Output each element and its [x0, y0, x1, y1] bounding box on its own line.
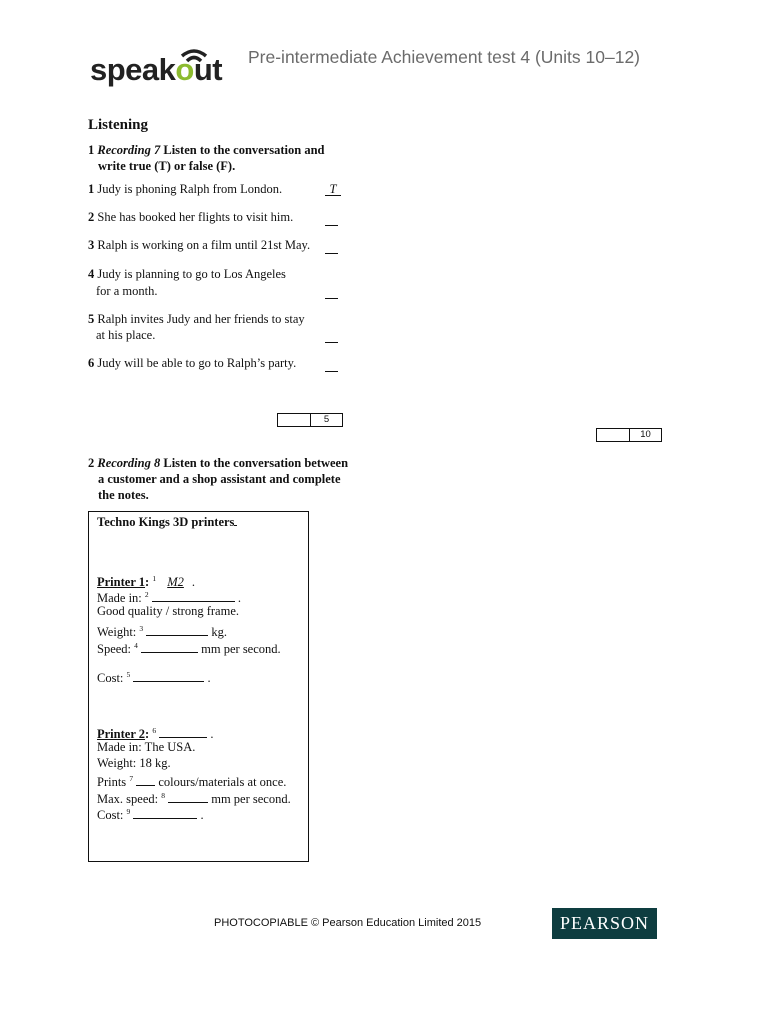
gap-number-5: 5: [126, 670, 131, 679]
item-text-cont: for a month.: [96, 284, 158, 298]
ex2-number: 2: [88, 456, 95, 470]
ex2-instr-line2: a customer and a shop assistant and complete: [98, 472, 341, 486]
item-text: Judy is phoning Ralph from London.: [94, 182, 283, 196]
gap-number-8: 8: [161, 791, 165, 800]
answer-field-2[interactable]: [325, 213, 338, 226]
gap-9-field[interactable]: [133, 808, 197, 819]
made-in-2-row: Made in: The USA.: [97, 740, 196, 754]
gap-6-field[interactable]: [159, 727, 207, 738]
ex1-item-1: [88, 182, 282, 197]
score-entry[interactable]: [597, 429, 630, 441]
ex1-item-6: [88, 356, 296, 371]
cost-2-label: Cost:: [97, 808, 127, 822]
item-text: Ralph invites Judy and her friends to stay: [94, 312, 305, 326]
colours-text: colours/materials at once.: [158, 775, 287, 789]
gap-8-field[interactable]: [168, 792, 208, 803]
prints-label: Prints: [97, 775, 130, 789]
quality-row: Good quality / strong frame.: [97, 604, 239, 618]
speed-unit: mm per second.: [211, 792, 291, 806]
logo-text-o: o: [175, 52, 194, 87]
speed-row: [97, 638, 281, 657]
answer-field-4[interactable]: [325, 286, 338, 299]
ex1-number: 1: [88, 143, 95, 157]
gap-number-4: 4: [134, 641, 138, 650]
item-text: Ralph is working on a film until 21st May.: [94, 238, 311, 252]
ex2-recording: Recording 8: [97, 456, 161, 470]
ex1-recording: Recording 7: [97, 143, 161, 157]
score-entry[interactable]: [278, 414, 311, 426]
logo-text-b: ut: [193, 52, 223, 87]
item-text: She has booked her flights to visit him.: [94, 210, 294, 224]
item-number: 3: [88, 238, 95, 252]
period: .: [200, 808, 204, 822]
gap-5-field[interactable]: [133, 671, 204, 682]
ex2-instr-line3: the notes.: [98, 488, 149, 502]
notes-title-text: Techno Kings 3D printers: [97, 515, 235, 529]
gap-number-3: 3: [139, 624, 144, 633]
printer2-label: Printer 2: [97, 727, 146, 741]
ex1-item-5: [88, 312, 305, 343]
weight-2-row: Weight: 18 kg.: [97, 756, 171, 770]
gap-2-field[interactable]: [152, 591, 235, 602]
max-speed-label: Max. speed:: [97, 792, 162, 806]
ex2-instr-line1: Listen to the conversation between: [160, 456, 349, 470]
logo-text-a: speak: [90, 52, 176, 87]
gap-number-6: 6: [152, 726, 157, 735]
title-underline: [234, 515, 237, 526]
score-total: 5: [323, 414, 330, 425]
answer-field-3[interactable]: [325, 241, 338, 254]
ex1-instr-line1: Listen to the conversation and: [160, 143, 325, 157]
pearson-logo: PEARSON: [552, 908, 657, 939]
gap-number-7: 7: [129, 774, 134, 783]
cost-1-label: Cost:: [97, 671, 127, 685]
ex1-score-box: [277, 413, 343, 427]
footer-copyright: PHOTOCOPIABLE © Pearson Education Limited 2015: [214, 917, 482, 929]
logo-wordmark: [90, 52, 222, 88]
cost-2-row: [97, 804, 204, 823]
printer2-colon: :: [145, 727, 150, 741]
kg-unit: kg.: [211, 625, 228, 639]
item-number: 4: [88, 267, 95, 281]
period: .: [237, 591, 242, 605]
answer-field-6[interactable]: [325, 359, 338, 372]
section-heading: Listening: [88, 117, 149, 133]
made-in-1-label: Made in:: [97, 591, 145, 605]
gap-number-1: 1: [152, 574, 157, 583]
period: .: [191, 575, 195, 589]
period: .: [207, 671, 211, 685]
gap-number-9: 9: [126, 807, 131, 816]
answer-field-1[interactable]: T: [325, 183, 341, 196]
printer1-label: Printer 1: [97, 575, 146, 589]
gap-1-answer[interactable]: M2: [167, 575, 184, 589]
ex1-instructions: [88, 142, 358, 174]
gap-7-field[interactable]: [136, 775, 155, 786]
ex1-item-2: [88, 210, 293, 225]
item-number: 6: [88, 356, 95, 370]
answer-field-5[interactable]: [325, 330, 338, 343]
period: .: [210, 727, 214, 741]
ex1-item-4: [88, 267, 286, 299]
gap-number-2: 2: [144, 590, 149, 599]
notes-title: [97, 514, 237, 530]
section-score-box: [596, 428, 662, 442]
score-total: 10: [640, 429, 651, 440]
test-title: Pre-intermediate Achievement test 4 (Units 10–12): [248, 47, 640, 67]
speed-label: Speed:: [97, 642, 135, 656]
speed-unit: mm per second.: [201, 642, 281, 656]
ex1-instr-line2: write true (T) or false (F).: [98, 159, 236, 173]
item-text: Judy is planning to go to Los Angeles: [94, 267, 286, 281]
ex2-instructions: [88, 455, 378, 503]
printer1-colon: :: [145, 575, 150, 589]
gap-4-field[interactable]: [141, 642, 198, 653]
item-number: 2: [88, 210, 95, 224]
item-text-cont: at his place.: [96, 328, 156, 342]
weight-1-label: Weight:: [97, 625, 140, 639]
item-text: Judy will be able to go to Ralph’s party.: [94, 356, 297, 370]
item-number: 5: [88, 312, 95, 326]
cost-1-row: [97, 667, 211, 686]
item-number: 1: [88, 182, 95, 196]
gap-3-field[interactable]: [146, 625, 208, 636]
ex1-item-3: [88, 238, 310, 253]
